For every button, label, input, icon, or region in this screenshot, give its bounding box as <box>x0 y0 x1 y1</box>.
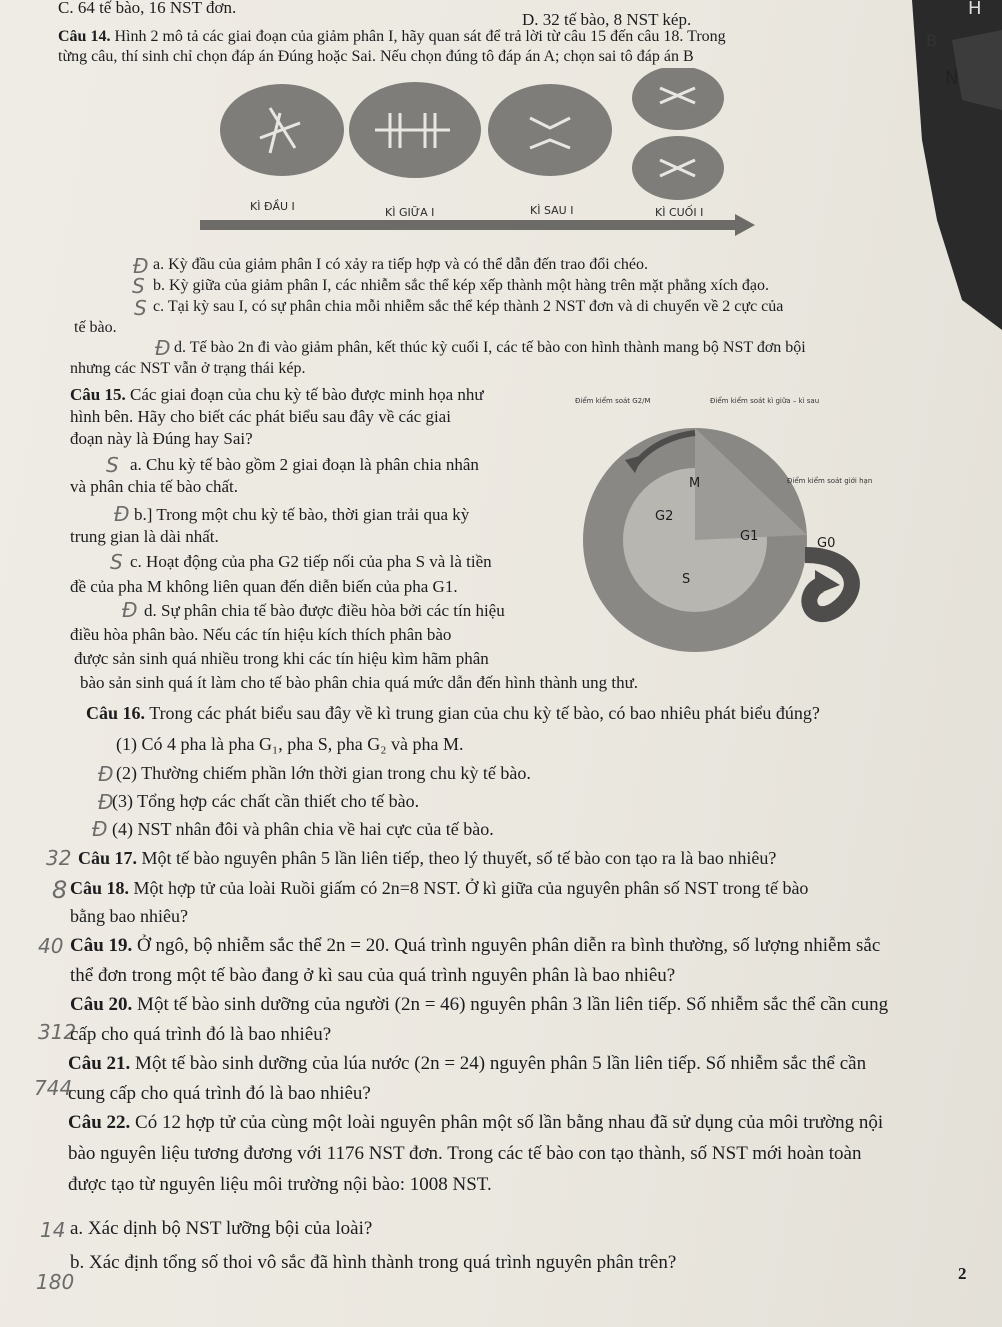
background-object <box>842 0 1002 330</box>
q20-line1: Câu 20. Một tế bào sinh dưỡng của người (2n = 46) nguyên phân 3 lần liên tiếp. Số nhiễm sắc thể cần cung <box>70 994 889 1015</box>
q18-line1: Câu 18. Một hợp tử của loài Ruồi giấm có 2n=8 NST. Ở kì giữa của nguyên phân số NST trong tế bào <box>70 878 809 898</box>
q16-s4: (4) NST nhân đôi và phân chia về hai cực của tế bào. <box>112 819 494 839</box>
q14-d2: nhưng các NST vẫn ở trạng thái kép. <box>70 360 306 377</box>
svg-text:H: H <box>968 0 982 19</box>
stage-label-1: KÌ ĐẦU I <box>250 200 295 213</box>
stage-label-2: KÌ GIỮA I <box>385 206 435 219</box>
q22-b: b. Xác định tổng số thoi vô sắc đã hình thành trong quá trình nguyên phân trên? <box>70 1252 677 1273</box>
q18-line2: bằng bao nhiêu? <box>70 906 188 926</box>
q14-c1: c. Tại kỳ sau I, có sự phân chia mỗi nhiễm sắc thể kép thành 2 NST đơn và di chuyển về 2 cực của <box>153 298 784 315</box>
q15-d4: bào sản sinh quá ít làm cho tế bào phân chia quá mức dẫn đến hình thành ung thư. <box>80 673 639 692</box>
timeline-arrow-icon <box>735 214 755 236</box>
q15-line2: hình bên. Hãy cho biết các phát biểu sau đây về các giai <box>70 407 451 426</box>
q15-d2: điều hòa phân bào. Nếu các tín hiệu kích thích phân bào <box>70 625 452 644</box>
label-checkpoint-g2m: Điểm kiểm soát G2/M <box>575 397 651 405</box>
option-c: C. 64 tế bào, 16 NST đơn. <box>58 0 237 17</box>
cell-cycle-diagram <box>565 385 890 655</box>
q20-line2: cấp cho quá trình đó là bao nhiêu? <box>70 1024 332 1045</box>
hw-q15d: Đ <box>122 598 138 622</box>
q15-b1: b.] Trong một chu kỳ tế bào, thời gian trải qua kỳ <box>134 505 470 524</box>
q15-b2: trung gian là dài nhất. <box>70 527 219 546</box>
hw-q21: 744 <box>34 1076 73 1100</box>
q19-line2: thể đơn trong một tế bào đang ở kì sau của quá trình nguyên phân là bao nhiêu? <box>70 965 676 986</box>
hw-q15b: Đ <box>114 502 130 526</box>
q15-line1: Câu 15. Các giai đoạn của chu kỳ tế bào được minh họa như <box>70 385 484 404</box>
q16-text: Câu 16. Trong các phát biểu sau đây về kì trung gian của chu kỳ tế bào, có bao nhiêu phát biểu đúng? <box>86 703 820 723</box>
label-g2: G2 <box>655 509 674 524</box>
hw-q16-3: Đ <box>98 790 114 814</box>
hw-q14b: S <box>132 274 145 298</box>
q22-a: a. Xác dịnh bộ NST lưỡng bội của loài? <box>70 1218 373 1239</box>
q15-a2: và phân chia tế bào chất. <box>70 477 239 496</box>
q15-d3: được sản sinh quá nhiều trong khi các tín hiệu kìm hãm phân <box>74 649 489 668</box>
label-checkpoint-g1: Điểm kiểm soát giới hạn <box>787 477 873 485</box>
hw-q15a: S <box>106 453 119 477</box>
hw-q18: 8 <box>52 876 68 904</box>
label-g0: G0 <box>817 536 836 551</box>
hw-q17: 32 <box>46 846 72 870</box>
hw-q22: 14 <box>40 1218 66 1242</box>
hw-q16-4: Đ <box>92 817 108 841</box>
q14-b: b. Kỳ giữa của giảm phân I, các nhiễm sắc thể kép xếp thành một hàng trên mặt phẳng xích đạo. <box>153 277 770 294</box>
hw-q14d: Đ <box>155 336 171 360</box>
q14-line2: từng câu, thí sinh chỉ chọn đáp án Đúng hoặc Sai. Nếu chọn đúng tô đáp án A; chọn sai tô đáp án B <box>58 48 694 65</box>
q21-line2: cung cấp cho quá trình đó là bao nhiêu? <box>68 1083 371 1104</box>
q16-s3: (3) Tổng hợp các chất cần thiết cho tế bào. <box>112 791 420 811</box>
q15-d1: d. Sự phân chia tế bào được điều hòa bởi các tín hiệu <box>144 601 505 620</box>
q19-line1: Câu 19. Ở ngô, bộ nhiễm sắc thể 2n = 20. Quá trình nguyên phân diễn ra bình thường, số lượng nhiễm sắc <box>70 935 881 956</box>
hw-q15c: S <box>110 550 123 574</box>
label-checkpoint-meta: Điểm kiểm soát kì giữa – kì sau <box>710 397 820 405</box>
option-d: D. 32 tế bào, 8 NST kép. <box>522 10 692 29</box>
hw-q22b: 180 <box>36 1270 75 1294</box>
q14-line1: Câu 14. Hình 2 mô tả các giai đoạn của giảm phân I, hãy quan sát để trả lời từ câu 15 đến câu 18. Trong <box>58 28 726 45</box>
cell-anaphase <box>488 84 612 176</box>
label-s: S <box>682 572 691 587</box>
hw-q20: 312 <box>38 1020 77 1044</box>
q14-d1: d. Tế bào 2n đi vào giảm phân, kết thúc kỳ cuối I, các tế bào con hình thành mang bộ NST đơn bội <box>174 339 806 356</box>
q22-line1: Câu 22. Có 12 hợp tử của cùng một loài nguyên phân một số lần bằng nhau đã sử dụng của môi trường nội <box>68 1112 884 1133</box>
q21-line1: Câu 21. Một tế bào sinh dưỡng của lúa nước (2n = 24) nguyên phân 5 lần liên tiếp. Số nhiễm sắc thể cần <box>68 1053 867 1074</box>
q16-s2: (2) Thường chiếm phần lớn thời gian trong chu kỳ tế bào. <box>116 763 531 783</box>
q15-c2: đề của pha M không liên quan đến diễn biến của pha G1. <box>70 577 458 596</box>
q15-c1: c. Hoạt động của pha G2 tiếp nối của pha S và là tiền <box>130 552 492 571</box>
q17-text: Câu 17. Một tế bào nguyên phân 5 lần liên tiếp, theo lý thuyết, số tế bào con tạo ra là bao nhiêu? <box>78 848 777 868</box>
q15-line3: đoạn này là Đúng hay Sai? <box>70 429 253 448</box>
timeline-bar <box>200 220 740 230</box>
cell-telophase-top <box>632 68 724 130</box>
stage-label-4: KÌ CUỐI I <box>655 206 704 219</box>
q22-line3: được tạo từ nguyên liệu môi trường nội bào: 1008 NST. <box>68 1174 492 1195</box>
hw-q14c: S <box>134 296 147 320</box>
meiosis-figure <box>200 68 760 248</box>
q16-s1: (1) Có 4 pha là pha G₁, pha S, pha G₂ và pha M. <box>116 734 464 754</box>
q14-c2: tế bào. <box>74 319 117 336</box>
stage-label-3: KÌ SAU I <box>530 204 574 217</box>
hw-q14a: Đ <box>133 254 149 278</box>
hw-q19: 40 <box>38 934 64 958</box>
q15-a1: a. Chu kỳ tế bào gồm 2 giai đoạn là phân chia nhân <box>130 455 479 474</box>
svg-text:B: B <box>926 31 937 50</box>
label-g1: G1 <box>740 529 759 544</box>
q14-a: a. Kỳ đầu của giảm phân I có xảy ra tiếp hợp và có thể dẫn đến trao đổi chéo. <box>153 256 648 273</box>
hw-q16-2: Đ <box>98 762 114 786</box>
label-m: M <box>689 476 701 491</box>
page-number: 2 <box>958 1264 967 1283</box>
svg-text:N: N <box>945 68 959 89</box>
q22-line2: bào nguyên liệu tương đương với 1176 NST đơn. Trong các tế bào con tạo thành, số NST mới hoàn toàn <box>68 1143 862 1164</box>
